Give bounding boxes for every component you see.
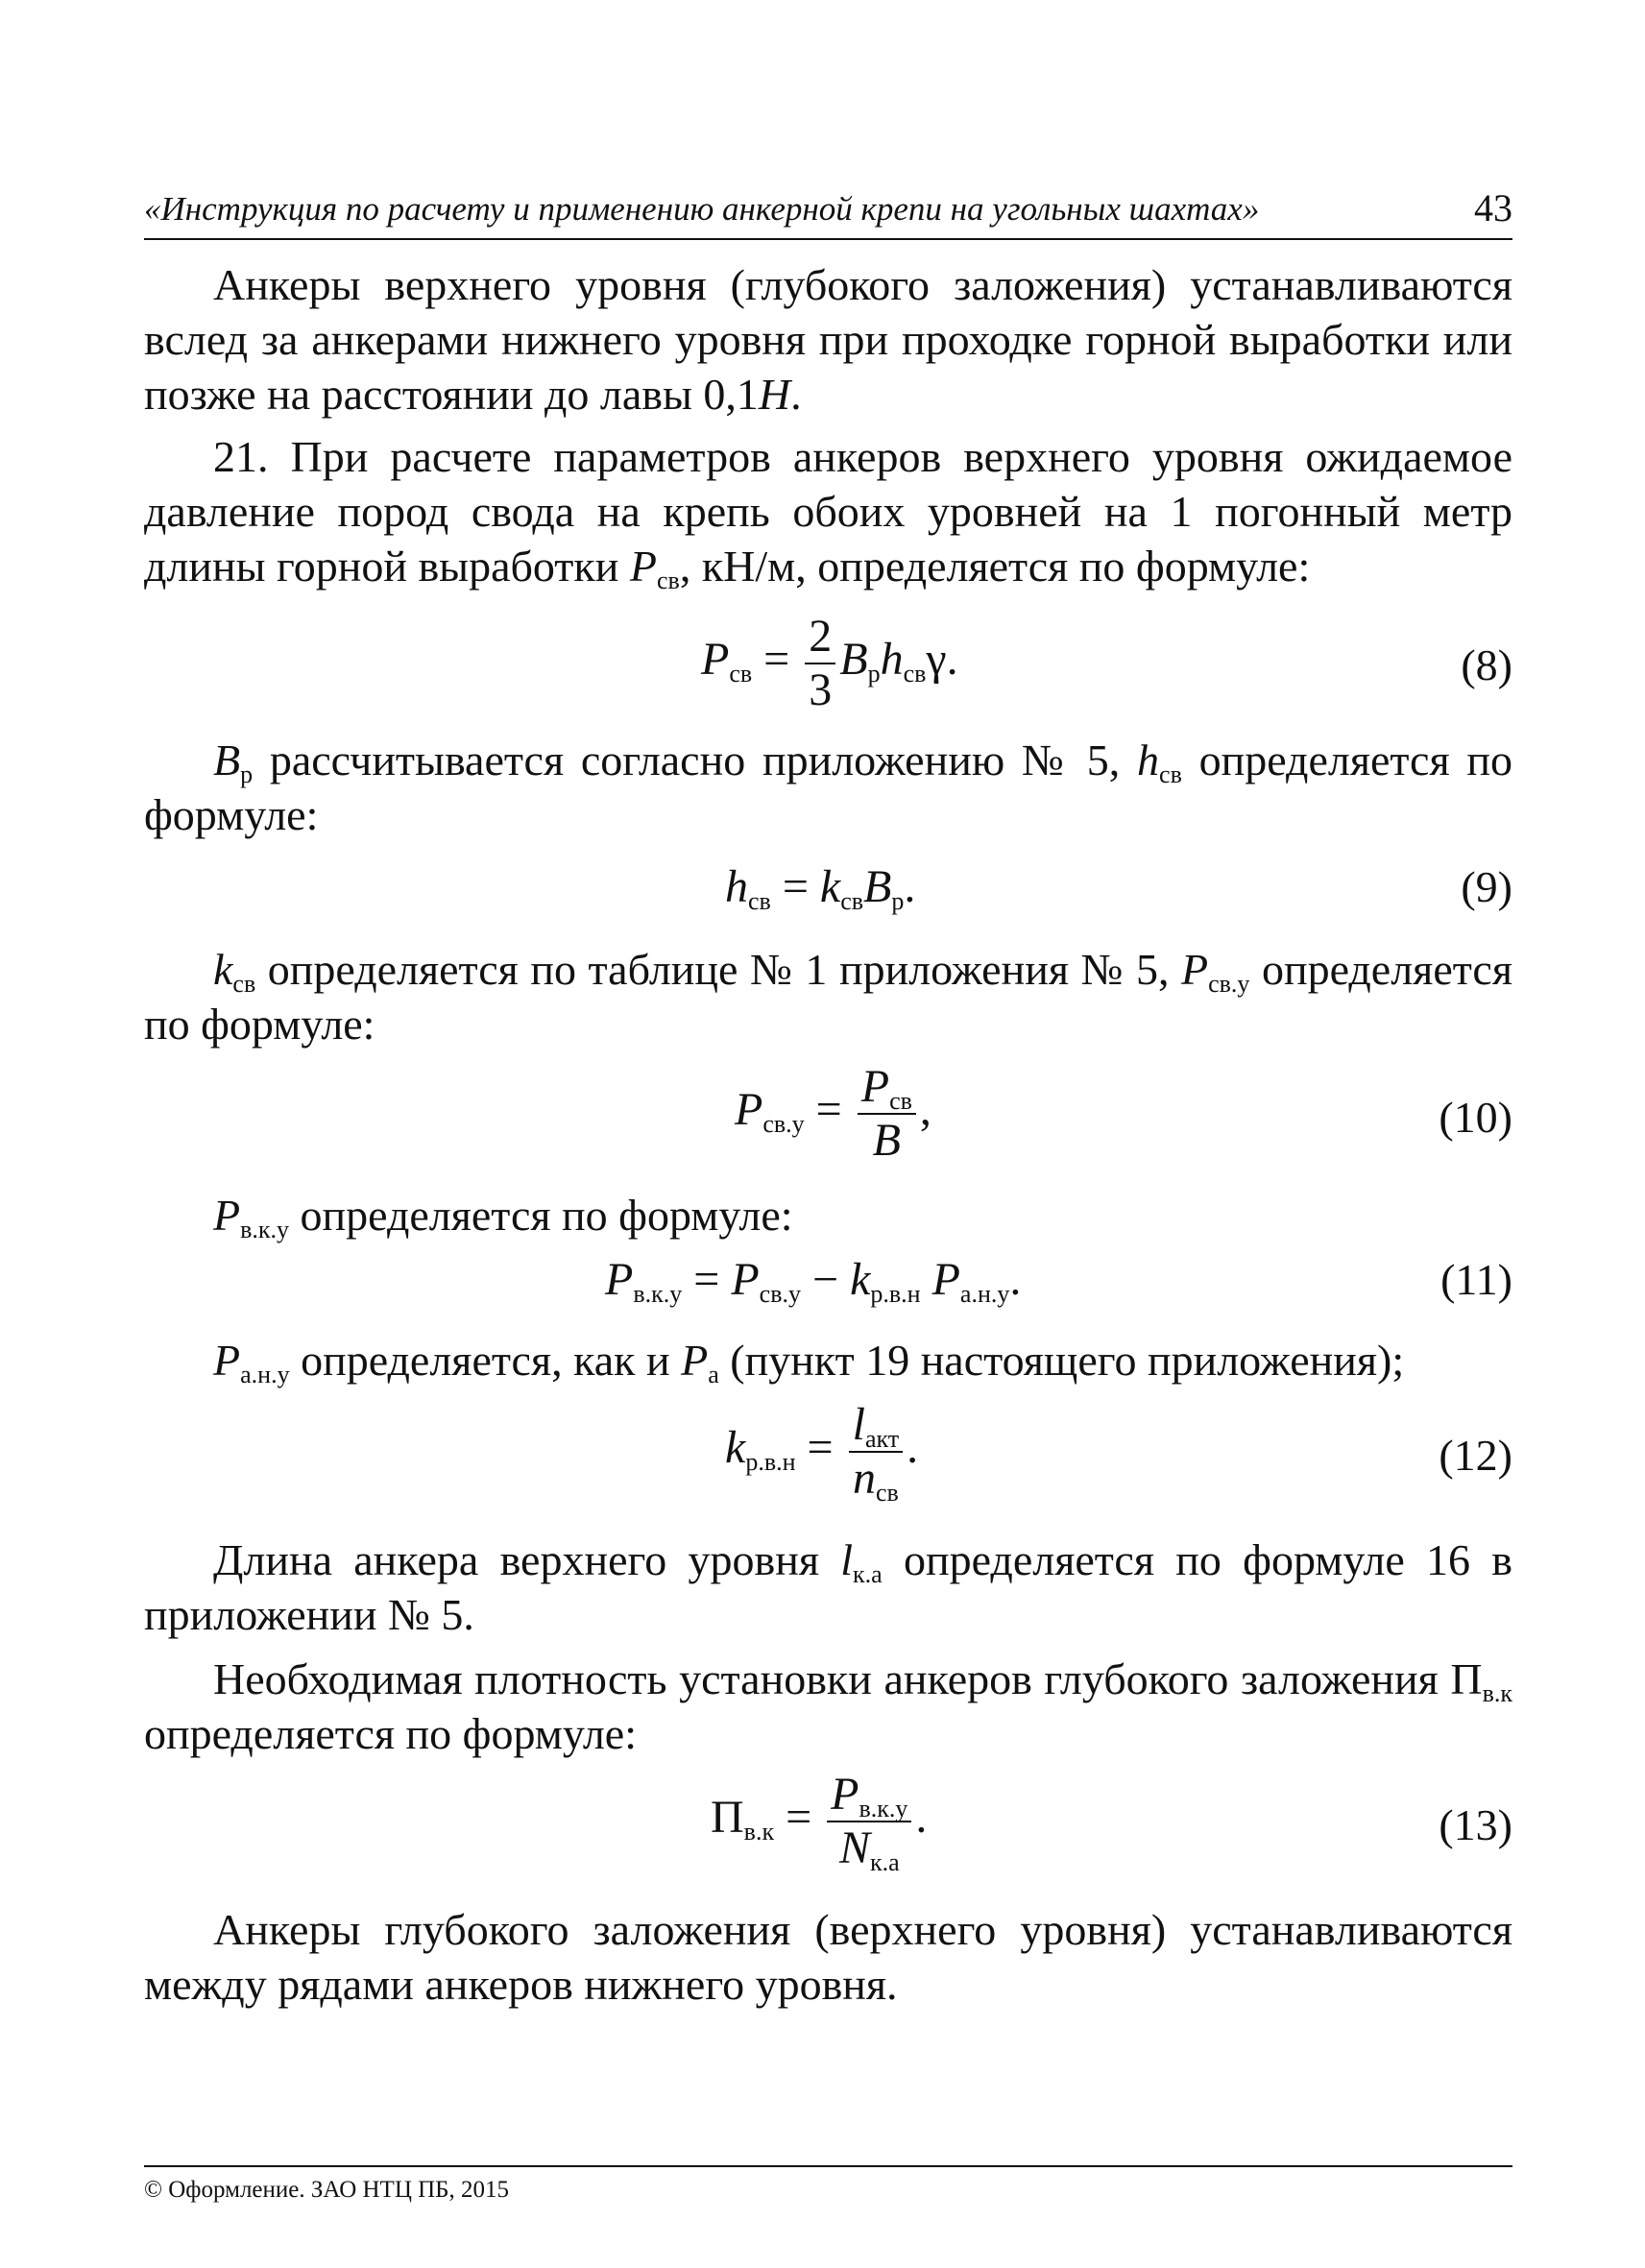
paragraph-5: $P_{в.к.у}$ определяется по формуле: <box>213 1191 793 1243</box>
paragraph-2: 21. При расчете параметров анкеров верхнего уровня ожидаемое давление пород свода на крепь обоих уровней на 1 погонный метр длины горной выработки $P_{св}$, кН/м, определяется по формуле: <box>144 432 1512 594</box>
equation-9 <box>144 856 1512 932</box>
formula-12: $k_{р.в.н}$ = $\frac{l_{акт}}{n_{св}}$ . <box>725 1399 919 1507</box>
main-text <box>144 257 1512 2012</box>
formula-10: $P_{св.у}$ = $\frac{P_{св}}{B}$ , <box>735 1061 931 1166</box>
equation-number-9: (9) <box>1461 862 1512 911</box>
equation-11 <box>144 1252 1512 1329</box>
running-header <box>144 181 1512 240</box>
equation-12 <box>144 1399 1512 1519</box>
formula-11: $P_{в.к.у} = P_{св.у} - k_{р.в.н}$ $P_{а.н.у}$. <box>605 1254 1022 1308</box>
equation-number-12: (12) <box>1439 1431 1512 1480</box>
paragraph-6: $P_{а.н.у}$ определяется, как и $P_а$ (пункт 19 настоящего приложения); <box>213 1336 1405 1388</box>
formula-13: $П_{в.к}$ = $\frac{P_{в.к.у}}{N_{к.а}}$ . <box>711 1769 928 1876</box>
footer <box>144 2165 1512 2204</box>
equation-10 <box>144 1061 1512 1176</box>
formula-9: $h_{св} = k_{св}B_р$. <box>725 861 916 915</box>
paragraph-9: Анкеры глубокого заложения (верхнего уровня) устанавливаются между рядами анкеров нижнего уровня. <box>144 1905 1512 2009</box>
equation-number-10: (10) <box>1439 1093 1512 1142</box>
paragraph-1: Анкеры верхнего уровня (глубокого заложения) устанавливаются вслед за анкерами нижнего уровня при проходке горной выработки или позже на расстоянии до лавы 0,1H. <box>144 260 1512 419</box>
header-title: «Инструкция по расчету и применению анкерной крепи на угольных шахтах» <box>144 190 1260 228</box>
paragraph-4: $k_{св}$ определяется по таблице № 1 приложения № 5, $P_{св.у}$ определяется по формуле: <box>144 945 1512 1049</box>
paragraph-8: Необходимая плотность установки анкеров глубокого заложения $П_{в.к}$ определяется по формуле: <box>144 1654 1512 1758</box>
equation-13 <box>144 1769 1512 1889</box>
equation-8 <box>144 611 1512 721</box>
paragraph-3: $B_р$ рассчитывается согласно приложению № 5, $h_{св}$ определяется по формуле: <box>144 736 1512 839</box>
equation-number-8: (8) <box>1461 640 1512 689</box>
equation-number-13: (13) <box>1439 1800 1512 1849</box>
equation-number-11: (11) <box>1440 1255 1512 1304</box>
formula-8: $P_{св}$ = $\frac{2}{3}$ $B_рh_{св}\gamma$. <box>701 611 958 715</box>
page-number: 43 <box>1474 186 1512 229</box>
footer-copyright: © Оформление. ЗАО НТЦ ПБ, 2015 <box>144 2177 510 2203</box>
paragraph-7: Длина анкера верхнего уровня $l_{к.а}$ определяется по формуле 16 в приложении № 5. <box>144 1535 1512 1639</box>
